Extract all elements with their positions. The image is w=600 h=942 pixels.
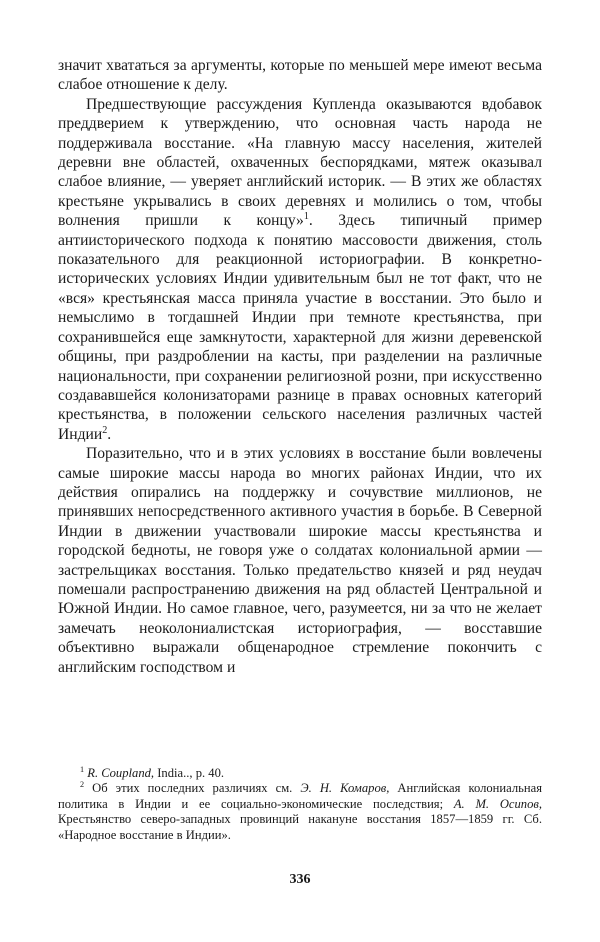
footnote-2 — [58, 781, 542, 843]
paragraph-2-part-2: . Здесь типичный пример антиисторического подхода к понятию массовости движения, столь показательного для реакционной историографии. В конкретно-исторических условиях Индии удивительным был не тот факт, что не «вся» крестьянская масса приняла участие в восстании. Это было и немыслимо в тогдашней Индии при темноте крестьянства, при сохранившейся еще замкнутости, характерной для жизни деревенской общины, при раздроблении на касты, при разделении на различные национальности, при сохранении религиозной розни, при искусственно создававшейся колонизаторами разнице в правах основных категорий крестьянства, в положении сельского населения различных частей Индии — [58, 212, 543, 443]
footnote-2-text-c: Крестьянство северо-западных провинций накануне восстания 1857—1859 гг. Сб. «Народное восстание в Индии». — [58, 812, 542, 842]
paragraph-1: значит хвататься за аргументы, которые по меньшей мере имеют весьма слабое отношение к делу. — [58, 57, 542, 94]
footnote-2-mark: 2 — [80, 780, 85, 790]
footnote-1-text: India.., p. 40. — [157, 766, 225, 780]
footnote-1 — [58, 766, 542, 781]
footnote-2-author-a: Э. Н. Комаров, — [300, 781, 390, 796]
footnote-1-mark: 1 — [80, 764, 85, 774]
footnote-2-text-b: Английская колониальная политика в Индии и ее социально-экономические последствия; — [58, 781, 542, 811]
main-text — [58, 56, 542, 677]
footnotes — [58, 766, 542, 843]
footnote-2-text-a: Об этих последних различиях см. — [92, 781, 293, 796]
page-number: 336 — [289, 872, 311, 887]
paragraph-2: Предшествующие рассуждения Купленда оказываются вдобавок преддверием к утверждению, что основная часть народа не поддерживала восстание. «На главную массу населения, жителей деревни вне областей, охваченных беспорядками, мятеж оказывал слабое влияние, — уверяет английский историк. — В этих же областях крестьяне укрывались в своих деревнях и молились о том, чтобы волнения пришли к концу»$^1$. Здесь типичный пример антиисторического подхода к понятию массовости движения, столь показательного для реакционной историографии. В конкретно-исторических условиях Индии удивительным был не тот факт, что не «вся» крестьянская масса приняла участие в восстании. Это было и немыслимо в тогдашней Индии при темноте крестьянства, при сохранившейся еще замкнутости, характерной для жизни деревенской общины, при раздроблении на касты, при разделении на различные национальности, при сохранении религиозной розни, при искусственно создававшейся колонизаторами разнице в правах основных категорий крестьянства, в положении сельского населения различных частей Индии$^2$. — [58, 95, 543, 443]
paragraph-2-part-1: Предшествующие рассуждения Купленда оказываются вдобавок преддверием к утверждению, что основная часть народа не поддерживала восстание. «На главную массу населения, жителей деревни вне областей, охваченных беспорядками, мятеж оказывал слабое влияние, — уверяет английский историк. — В этих же областях крестьяне укрывались в своих деревнях и молились о том, чтобы волнения пришли к концу» — [58, 95, 542, 230]
footnote-ref-2: 2 — [102, 424, 108, 436]
paragraph-3: Поразительно, что и в этих условиях в восстание были вовлечены самые широкие массы народа во многих районах Индии, что их действия опирались на поддержку и сочувствие миллионов, не принявших непосредственного активного участия в борьбе. В Северной Индии в движении участвовали широкие массы крестьянства и городской бедноты, не говоря уже о солдатах колониальной армии — застрельщиках восстания. Только предательство князей и ряд неудач помешали распространению движения на ряд областей Центральной и Южной Индии. Но самое главное, чего, разумеется, ни за что не желает замечать неоколониалистская историография, — восставшие объективно выражали общенародное стремление покончить с английским господством и — [58, 445, 542, 676]
footnote-ref-1: 1 — [303, 211, 309, 223]
footnote-2-author-b: А. М. Осипов, — [453, 796, 543, 811]
footnote-1-author: R. Coupland, — [87, 766, 155, 780]
